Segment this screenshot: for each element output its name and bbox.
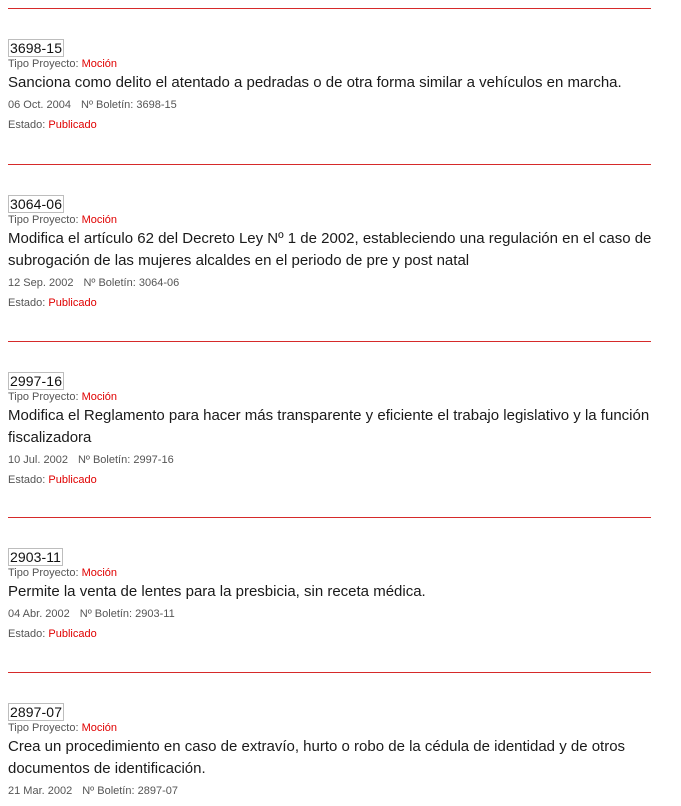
bill-number-link[interactable]: 2903-11 <box>10 549 62 565</box>
list-item <box>8 165 651 341</box>
bill-date-row: 12 Sep. 2002 Nº Boletín: 3064-06 <box>8 277 180 289</box>
list-item <box>8 673 651 803</box>
bill-status: Estado: Publicado <box>8 474 97 486</box>
project-type: Tipo Proyecto: Moción <box>8 391 118 403</box>
list-item <box>8 9 651 164</box>
bill-number-link[interactable]: 2997-16 <box>10 373 63 389</box>
bill-date-row: 21 Mar. 2002 Nº Boletín: 2897-07 <box>8 785 178 797</box>
bill-status: Estado: Publicado <box>8 119 97 131</box>
bill-list <box>8 0 651 803</box>
bill-number-link[interactable]: 2897-07 <box>10 704 63 720</box>
bill-title[interactable]: Crea un procedimiento en caso de extravío, hurto o robo de la cédula de identidad y de otros documentos de identificación. <box>8 738 626 777</box>
bill-status: Estado: Publicado <box>8 297 97 309</box>
project-type: Tipo Proyecto: Moción <box>8 722 118 734</box>
project-type: Tipo Proyecto: Moción <box>8 58 118 70</box>
bill-status: Estado: Publicado <box>8 628 97 640</box>
list-item <box>8 342 651 517</box>
project-type: Tipo Proyecto: Moción <box>8 214 118 226</box>
bill-date-row: 10 Jul. 2002 Nº Boletín: 2997-16 <box>8 454 174 466</box>
list-item <box>8 518 651 672</box>
bill-title[interactable]: Permite la venta de lentes para la presbicia, sin receta médica. <box>8 583 426 600</box>
project-type: Tipo Proyecto: Moción <box>8 567 118 579</box>
bill-title[interactable]: Modifica el Reglamento para hacer más transparente y eficiente el trabajo legislativo y la función fiscalizadora <box>8 407 650 446</box>
bill-number-link[interactable]: 3698-15 <box>10 40 63 56</box>
bill-date-row: 06 Oct. 2004 Nº Boletín: 3698-15 <box>8 99 177 111</box>
bill-title[interactable]: Modifica el artículo 62 del Decreto Ley Nº 1 de 2002, estableciendo una regulación en el caso de subrogación de las mujeres alcaldes en el periodo de pre y post natal <box>8 230 652 269</box>
bill-title[interactable]: Sanciona como delito el atentado a pedradas o de otra forma similar a vehículos en marcha. <box>8 74 622 91</box>
bill-number-link[interactable]: 3064-06 <box>10 196 63 212</box>
bill-date-row: 04 Abr. 2002 Nº Boletín: 2903-11 <box>8 608 175 620</box>
